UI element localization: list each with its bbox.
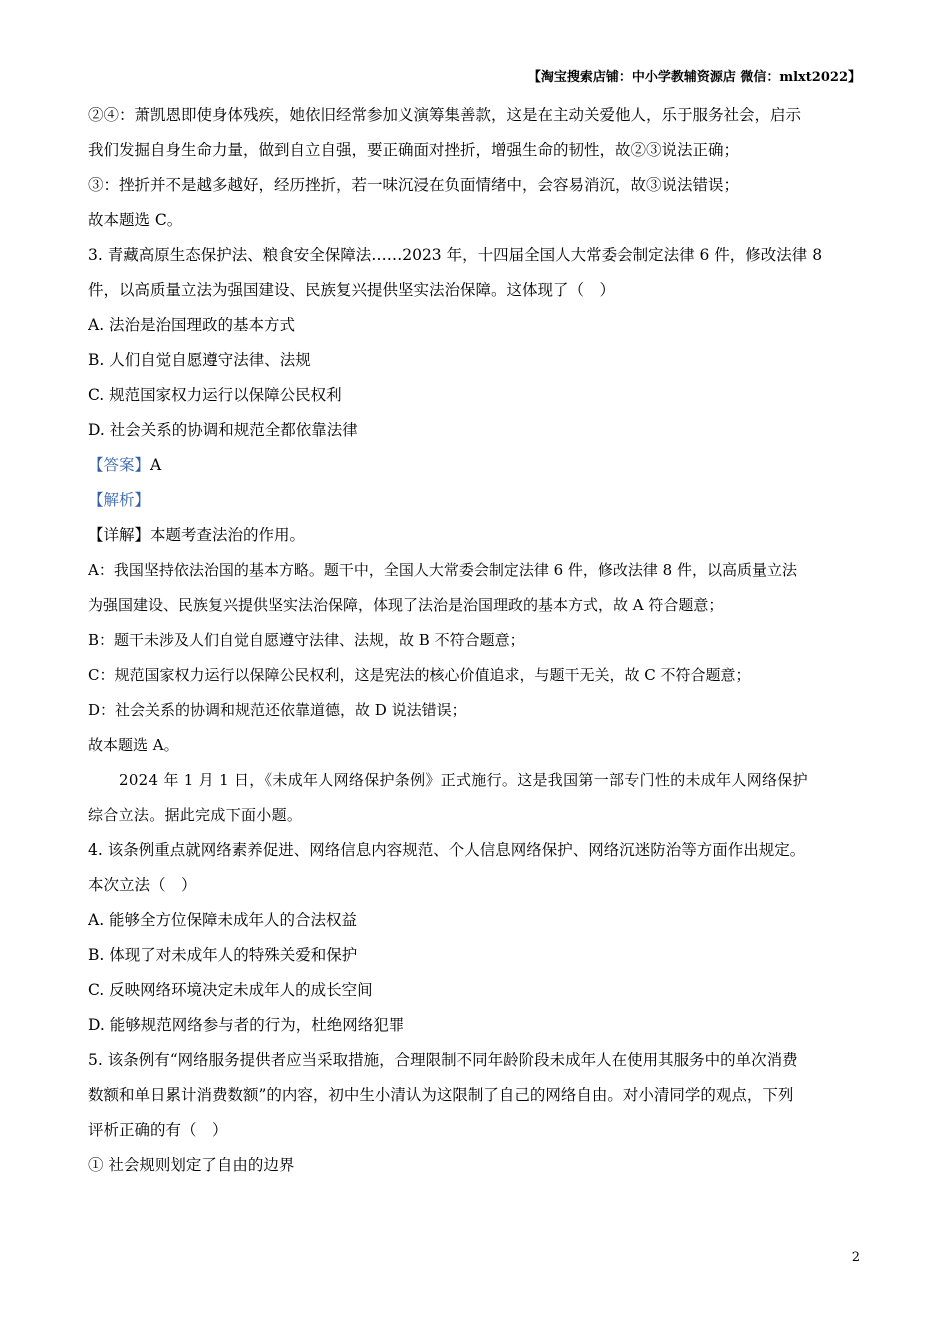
explanation-a: 为强国建设、民族复兴提供坚实法治保障，体现了法治是治国理政的基本方式，故 A 符合题意； (88, 596, 724, 614)
question-5-stem: 评析正确的有（ ） (88, 1121, 228, 1139)
explanation-b: B：题干未涉及人们自觉自愿遵守法律、法规，故 B 不符合题意； (88, 631, 525, 649)
document-body (88, 98, 864, 1183)
question-4-stem: 4. 该条例重点就网络素养促进、网络信息内容规范、个人信息网络保护、网络沉迷防治等方面作出规定。 (88, 841, 806, 859)
question-3-stem: 3. 青藏高原生态保护法、粮食安全保障法……2023 年，十四届全国人大常委会制定法律 6 件，修改法律 8 (88, 246, 823, 264)
question-3-option-c: C. 规范国家权力运行以保障公民权利 (88, 386, 342, 404)
question-3-option-b: B. 人们自觉自愿遵守法律、法规 (88, 351, 311, 369)
question-4-option-c: C. 反映网络环境决定未成年人的成长空间 (88, 981, 373, 999)
material-paragraph: 综合立法。据此完成下面小题。 (88, 806, 303, 824)
material-paragraph: 2024 年 1 月 1 日，《未成年人网络保护条例》正式施行。这是我国第一部专门性的未成年人网络保护 (119, 771, 808, 789)
detail-line: 【详解】本题考查法治的作用。 (88, 526, 306, 544)
answer-value: A (150, 456, 162, 474)
answer-label: 【答案】 (88, 456, 151, 474)
conclusion-line: 故本题选 A。 (88, 736, 179, 754)
explanation-a: A：我国坚持依法治国的基本方略。题干中，全国人大常委会制定法律 6 件，修改法律 8 件，以高质量立法 (88, 561, 797, 579)
question-4-option-a: A. 能够全方位保障未成年人的合法权益 (88, 911, 358, 929)
text-line: 故本题选 C。 (88, 211, 183, 229)
question-3-option-d: D. 社会关系的协调和规范全都依靠法律 (88, 421, 358, 439)
question-4-option-d: D. 能够规范网络参与者的行为，杜绝网络犯罪 (88, 1016, 405, 1034)
header-note: 【淘宝搜索店铺：中小学教辅资源店 微信：mlxt2022】 (527, 70, 861, 85)
page-number: 2 (851, 1250, 860, 1265)
analysis-line (88, 483, 864, 518)
text-line: 我们发掘自身生命力量，做到自立自强，要正确面对挫折，增强生命的韧性，故②③说法正确； (88, 141, 740, 159)
text-line: ②④：萧凯恩即使身体残疾，她依旧经常参加义演筹集善款，这是在主动关爱他人，乐于服务社会，启示 (88, 106, 802, 124)
explanation-c: C：规范国家权力运行以保障公民权利，这是宪法的核心价值追求，与题干无关，故 C 不符合题意； (88, 666, 751, 684)
question-5-option-1: ① 社会规则划定了自由的边界 (88, 1156, 295, 1174)
explanation-d: D：社会关系的协调和规范还依靠道德，故 D 说法错误； (88, 701, 467, 719)
text-line: ③：挫折并不是越多越好，经历挫折，若一味沉浸在负面情绪中，会容易消沉，故③说法错误； (88, 176, 740, 194)
question-3-option-a: A. 法治是治国理政的基本方式 (88, 316, 296, 334)
question-5-stem: 数额和单日累计消费数额”的内容，初中生小清认为这限制了自己的网络自由。对小清同学的观点，下列 (88, 1086, 794, 1104)
question-4-stem: 本次立法（ ） (88, 876, 197, 894)
answer-line (88, 448, 864, 483)
question-3-stem: 件，以高质量立法为强国建设、民族复兴提供坚实法治保障。这体现了（ ） (88, 281, 616, 299)
question-4-option-b: B. 体现了对未成年人的特殊关爱和保护 (88, 946, 358, 964)
question-5-stem: 5. 该条例有“网络服务提供者应当采取措施，合理限制不同年龄阶段未成年人在使用其服务中的单次消费 (88, 1051, 798, 1069)
analysis-label: 【解析】 (88, 491, 151, 509)
